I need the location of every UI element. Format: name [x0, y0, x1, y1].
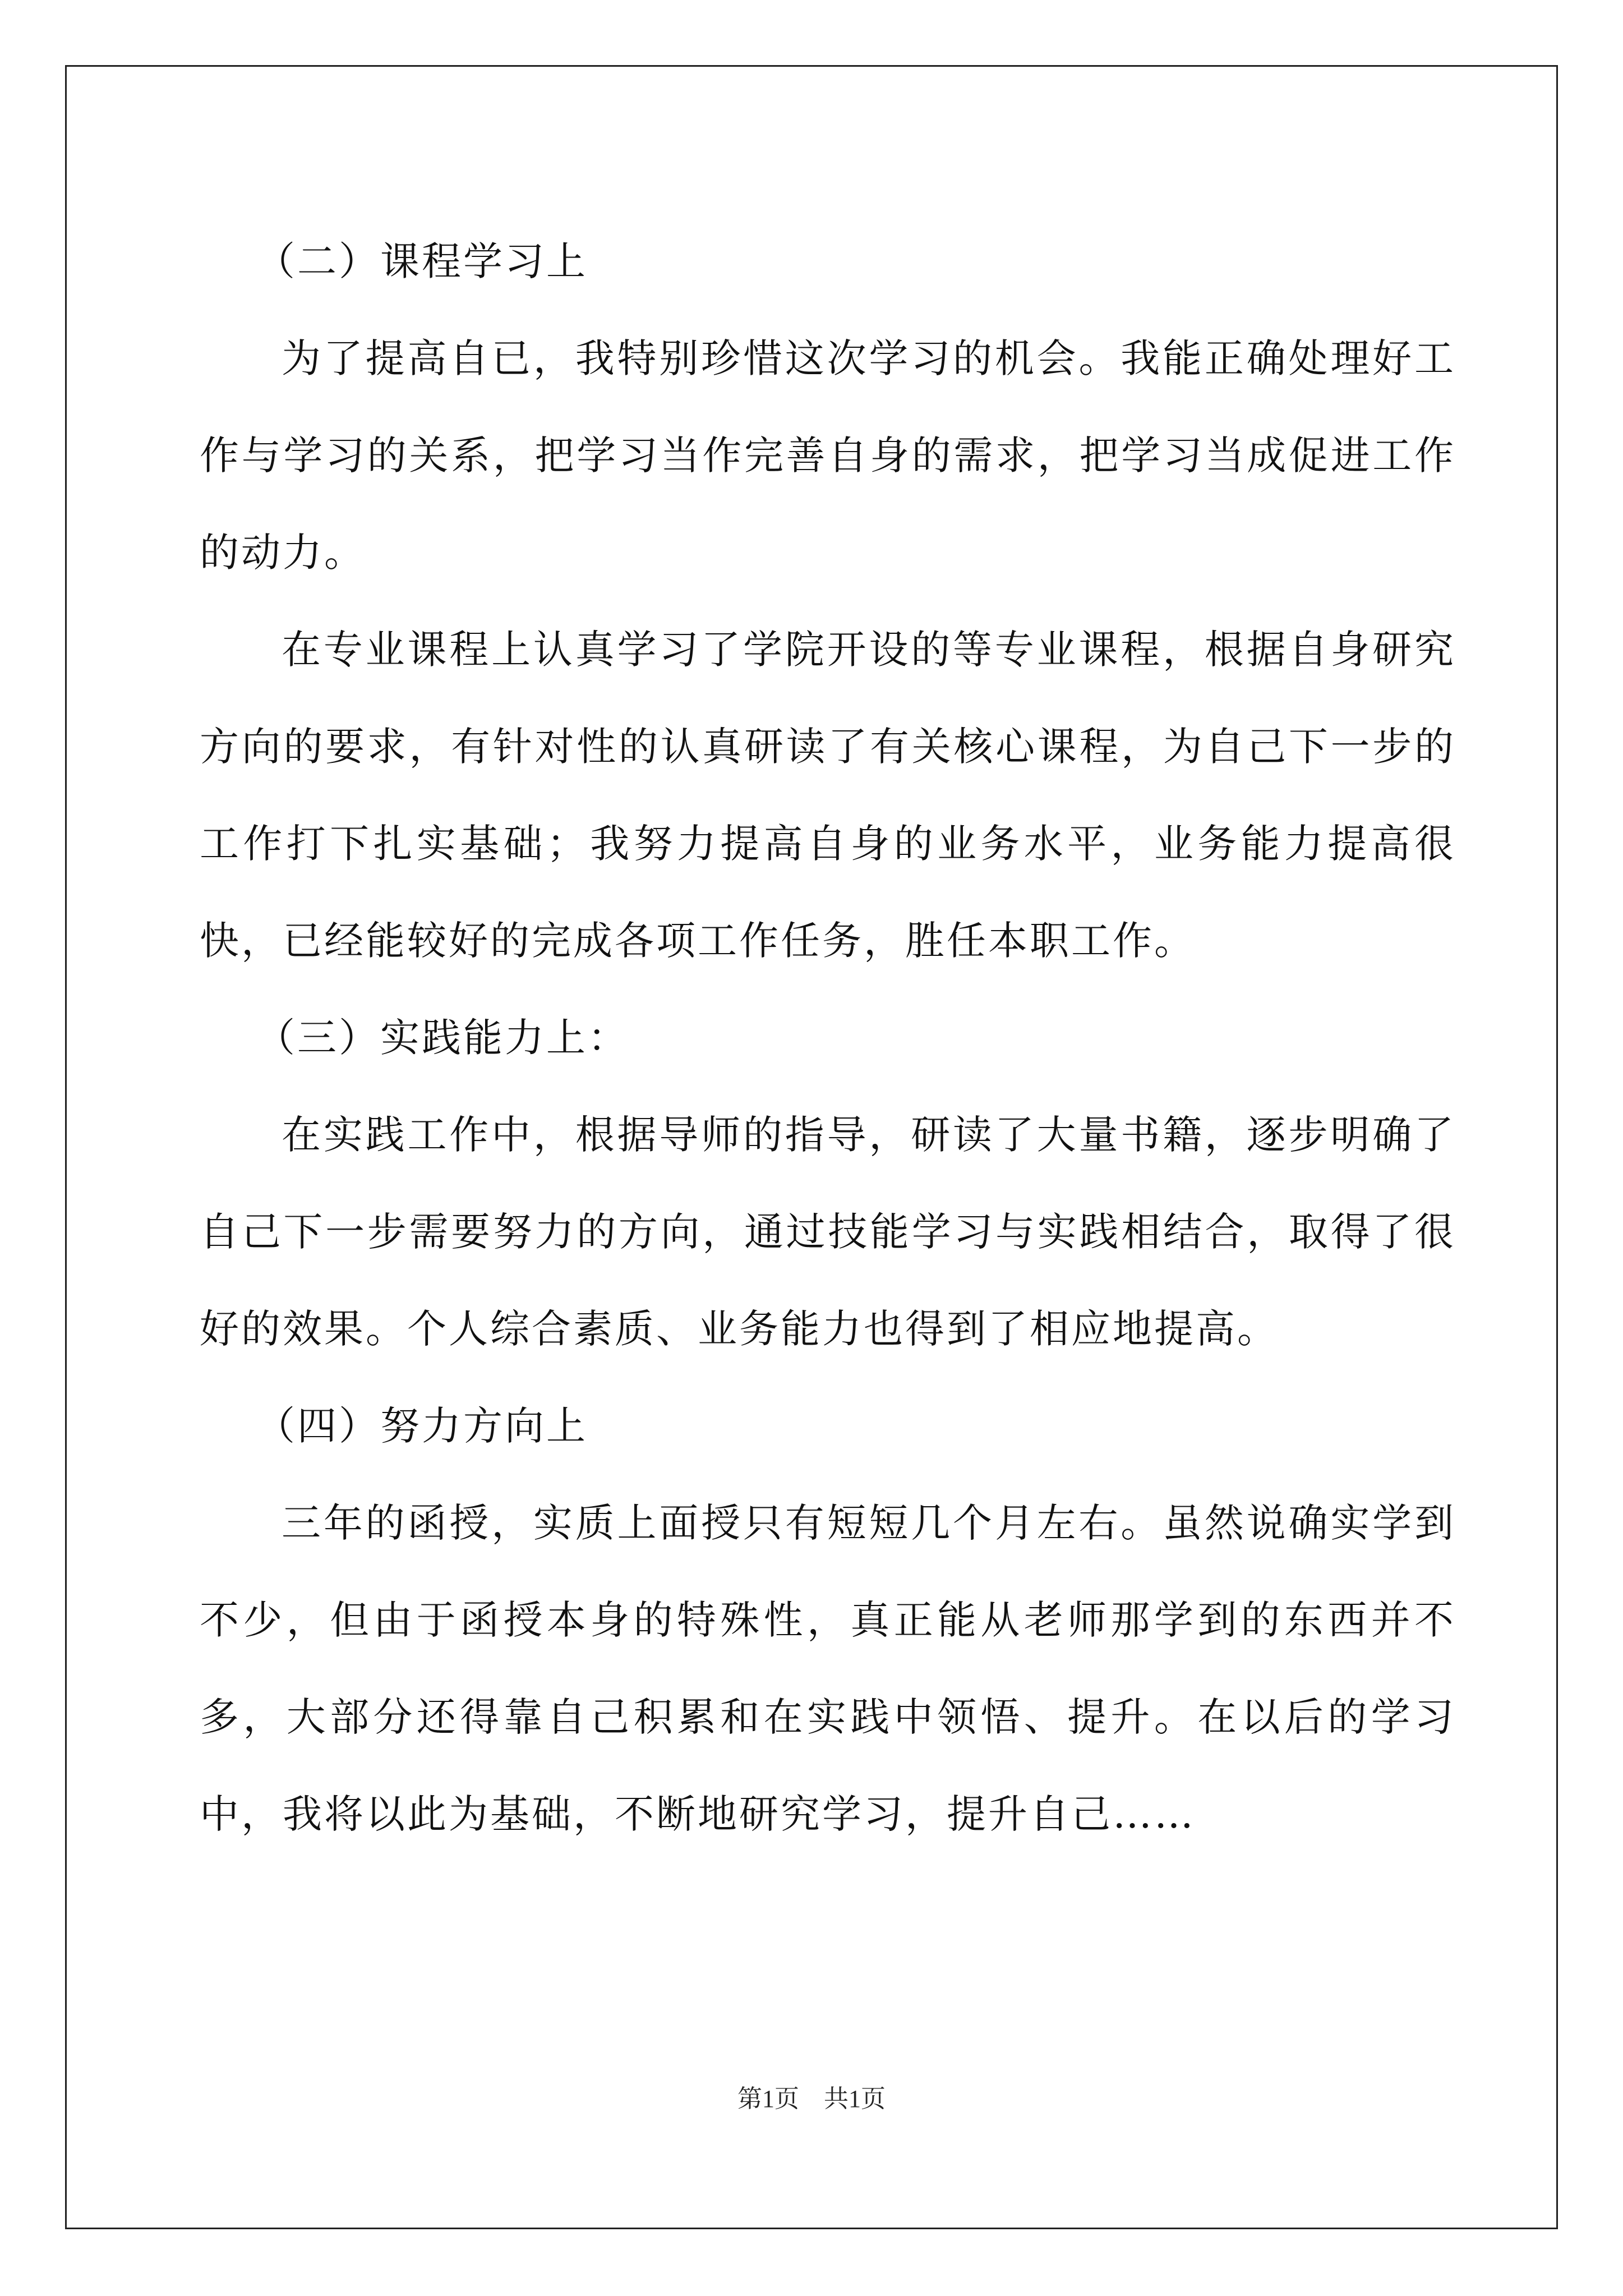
section-heading: （三）实践能力上： — [256, 1015, 629, 1061]
section-heading: （四）努力方向上 — [256, 1403, 588, 1449]
page-footer: 第1页 共1页 — [737, 2085, 886, 2113]
document-body — [200, 213, 1456, 1863]
section-heading: （二）课程学习上 — [256, 238, 588, 284]
body-paragraph: 三年的函授，实质上面授只有短短几个月左右。虽然说确实学到不少，但由于函授本身的特殊性，真正能从老师那学到的东西并不多，大部分还得靠自己积累和在实践中领悟、提升。在以后的学习中，我将以此为基础，不断地研究学习，提升自己…… — [200, 1500, 1456, 1837]
body-paragraph: 在实践工作中，根据导师的指导，研读了大量书籍，逐步明确了自己下一步需要努力的方向，通过技能学习与实践相结合，取得了很好的效果。个人综合素质、业务能力也得到了相应地提高。 — [200, 1112, 1456, 1352]
body-paragraph: 为了提高自已，我特别珍惜这次学习的机会。我能正确处理好工作与学习的关系，把学习当作完善自身的需求，把学习当成促进工作的动力。 — [200, 335, 1456, 576]
body-paragraph: 在专业课程上认真学习了学院开设的等专业课程，根据自身研究方向的要求，有针对性的认真研读了有关核心课程，为自己下一步的工作打下扎实基础；我努力提高自身的业务水平，业务能力提高很快，已经能较好的完成各项工作任务，胜任本职工作。 — [200, 627, 1456, 964]
